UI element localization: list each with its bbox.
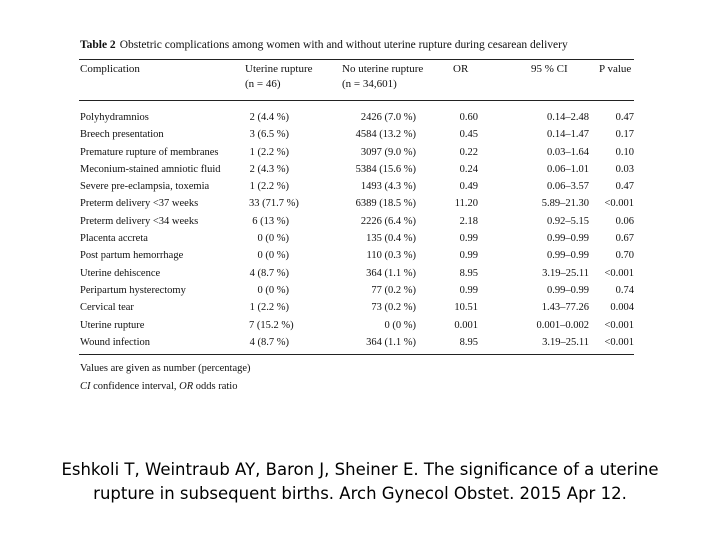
cell-no-uterine-rupture: 73 (0.2 %) xyxy=(371,302,416,314)
footnote-ci-abbr: CI xyxy=(80,381,91,393)
cell-p-value: 0.67 xyxy=(615,233,634,245)
cell-p-value: 0.74 xyxy=(615,284,634,296)
cell-no-uterine-rupture: 4584 (13.2 %) xyxy=(355,129,416,141)
cell-uterine-rupture: 4 (8.7 %) xyxy=(249,336,289,348)
cell-complication: Cervical tear xyxy=(80,302,134,314)
table-row xyxy=(79,265,634,282)
table-title: Obstetric complications among women with and without uterine rupture during cesarean delivery xyxy=(119,39,568,51)
cell-p-value: 0.47 xyxy=(615,112,634,123)
table-figure xyxy=(79,38,634,396)
cell-complication: Preterm delivery <34 weeks xyxy=(80,215,199,227)
cell-no-uterine-rupture: 1493 (4.3 %) xyxy=(360,181,416,193)
table-row xyxy=(79,334,634,351)
cell-or: 2.18 xyxy=(459,215,478,227)
cell-ci: 0.06–3.57 xyxy=(547,181,589,193)
table-row xyxy=(79,178,634,195)
cell-p-value: <0.001 xyxy=(604,319,634,331)
cell-complication: Post partum hemorrhage xyxy=(80,250,184,262)
cell-no-uterine-rupture: 3097 (9.0 %) xyxy=(360,146,416,158)
cell-no-uterine-rupture: 364 (1.1 %) xyxy=(366,336,416,348)
cell-p-value: 0.06 xyxy=(615,215,634,227)
table-caption xyxy=(80,38,634,52)
cell-p-value: 0.17 xyxy=(615,129,634,141)
cell-complication: Uterine dehiscence xyxy=(80,267,161,279)
cell-no-uterine-rupture: 135 (0.4 %) xyxy=(366,233,416,245)
table-header xyxy=(79,60,634,100)
cell-complication: Uterine rupture xyxy=(80,319,145,331)
cell-or: 8.95 xyxy=(459,267,478,279)
cell-complication: Placenta accreta xyxy=(80,233,148,245)
cell-complication: Wound infection xyxy=(80,336,151,348)
cell-ci: 3.19–25.11 xyxy=(542,336,589,348)
cell-ci: 5.89–21.30 xyxy=(541,198,589,210)
table-row xyxy=(79,195,634,212)
table-row xyxy=(79,247,634,264)
cell-p-value: 0.47 xyxy=(615,181,634,193)
footnote-or-abbr: OR xyxy=(179,381,194,393)
cell-complication: Polyhydramnios xyxy=(80,112,149,123)
header-p-value: P value xyxy=(599,63,632,75)
table-row xyxy=(79,317,634,334)
cell-ci: 0.99–0.99 xyxy=(547,250,589,262)
cell-uterine-rupture: 0 (0 %) xyxy=(257,284,289,296)
cell-complication: Meconium-stained amniotic fluid xyxy=(80,163,221,175)
cell-complication: Preterm delivery <37 weeks xyxy=(80,198,199,210)
cell-or: 0.99 xyxy=(459,250,478,262)
cell-or: 0.001 xyxy=(454,319,478,331)
citation-line-2: rupture in subsequent births. Arch Gynecol Obstet. 2015 Apr 12. xyxy=(93,484,627,503)
table-row xyxy=(79,230,634,247)
cell-complication: Breech presentation xyxy=(80,129,164,141)
footnote-or-text: odds ratio xyxy=(193,381,238,393)
table-number: Table 2 xyxy=(80,39,116,51)
table-row xyxy=(79,161,634,178)
cell-complication: Peripartum hysterectomy xyxy=(80,284,186,296)
cell-ci: 3.19–25.11 xyxy=(542,267,589,279)
cell-ci: 1.43–77.26 xyxy=(541,302,589,314)
header-no-uterine-rupture-n: (n = 34,601) xyxy=(342,78,397,90)
cell-uterine-rupture: 3 (6.5 %) xyxy=(249,129,289,141)
cell-uterine-rupture: 7 (15.2 %) xyxy=(249,319,294,331)
footnote-values: Values are given as number (percentage) xyxy=(80,363,251,375)
cell-uterine-rupture: 33 (71.7 %) xyxy=(249,198,299,210)
cell-p-value: <0.001 xyxy=(604,336,634,348)
table-row xyxy=(79,299,634,316)
table-row xyxy=(79,282,634,299)
header-uterine-rupture-n: (n = 46) xyxy=(245,78,281,90)
cell-uterine-rupture: 0 (0 %) xyxy=(257,250,289,262)
table-row xyxy=(79,144,634,161)
cell-or: 0.22 xyxy=(459,146,478,158)
table-row xyxy=(79,126,634,143)
cell-no-uterine-rupture: 77 (0.2 %) xyxy=(371,284,416,296)
cell-p-value: <0.001 xyxy=(604,198,634,210)
cell-uterine-rupture: 1 (2.2 %) xyxy=(249,146,289,158)
cell-no-uterine-rupture: 364 (1.1 %) xyxy=(366,267,416,279)
cell-no-uterine-rupture: 6389 (18.5 %) xyxy=(355,198,416,210)
cell-uterine-rupture: 6 (13 %) xyxy=(252,215,289,227)
cell-p-value: 0.70 xyxy=(615,250,634,262)
cell-uterine-rupture: 2 (4.3 %) xyxy=(249,163,289,175)
cell-complication: Severe pre-eclampsia, toxemia xyxy=(80,181,210,193)
footnote-ci-text: confidence interval, xyxy=(90,381,180,393)
table-row xyxy=(79,109,634,126)
cell-or: 0.60 xyxy=(459,112,478,123)
cell-or: 0.45 xyxy=(459,129,478,141)
cell-no-uterine-rupture: 2426 (7.0 %) xyxy=(360,112,416,123)
cell-ci: 0.001–0.002 xyxy=(536,319,589,331)
header-ci: 95 % CI xyxy=(531,63,568,75)
cell-p-value: 0.03 xyxy=(615,163,634,175)
header-complication: Complication xyxy=(80,63,140,75)
cell-uterine-rupture: 1 (2.2 %) xyxy=(249,181,289,193)
cell-ci: 0.99–0.99 xyxy=(547,284,589,296)
cell-or: 0.99 xyxy=(459,284,478,296)
header-or: OR xyxy=(453,63,469,75)
table-body xyxy=(79,101,634,354)
citation-line-1: Eshkoli T, Weintraub AY, Baron J, Sheiner E. The significance of a uterine xyxy=(61,460,659,479)
cell-ci: 0.14–2.48 xyxy=(547,112,589,123)
cell-or: 0.99 xyxy=(459,233,478,245)
cell-no-uterine-rupture: 5384 (15.6 %) xyxy=(355,163,416,175)
cell-no-uterine-rupture: 110 (0.3 %) xyxy=(366,250,416,262)
cell-p-value: 0.10 xyxy=(615,146,634,158)
cell-uterine-rupture: 1 (2.2 %) xyxy=(249,302,289,314)
cell-uterine-rupture: 4 (8.7 %) xyxy=(249,267,289,279)
cell-ci: 0.03–1.64 xyxy=(547,146,589,158)
cell-p-value: 0.004 xyxy=(610,302,634,314)
header-no-uterine-rupture: No uterine rupture xyxy=(342,63,424,75)
header-uterine-rupture: Uterine rupture xyxy=(245,63,313,75)
table-row xyxy=(79,213,634,230)
cell-complication: Premature rupture of membranes xyxy=(80,146,219,158)
cell-ci: 0.06–1.01 xyxy=(547,163,589,175)
cell-or: 11.20 xyxy=(454,198,478,210)
table-footnotes xyxy=(80,360,634,396)
citation xyxy=(0,458,720,506)
cell-ci: 0.99–0.99 xyxy=(547,233,589,245)
cell-or: 0.24 xyxy=(459,163,478,175)
cell-uterine-rupture: 2 (4.4 %) xyxy=(249,112,289,123)
cell-or: 8.95 xyxy=(459,336,478,348)
cell-ci: 0.92–5.15 xyxy=(547,215,589,227)
cell-no-uterine-rupture: 0 (0 %) xyxy=(384,319,416,331)
cell-uterine-rupture: 0 (0 %) xyxy=(257,233,289,245)
cell-p-value: <0.001 xyxy=(604,267,634,279)
cell-or: 10.51 xyxy=(454,302,478,314)
cell-no-uterine-rupture: 2226 (6.4 %) xyxy=(360,215,416,227)
cell-or: 0.49 xyxy=(459,181,478,193)
cell-ci: 0.14–1.47 xyxy=(547,129,589,141)
footnote-abbreviations xyxy=(80,378,634,396)
bottom-rule xyxy=(79,354,634,355)
